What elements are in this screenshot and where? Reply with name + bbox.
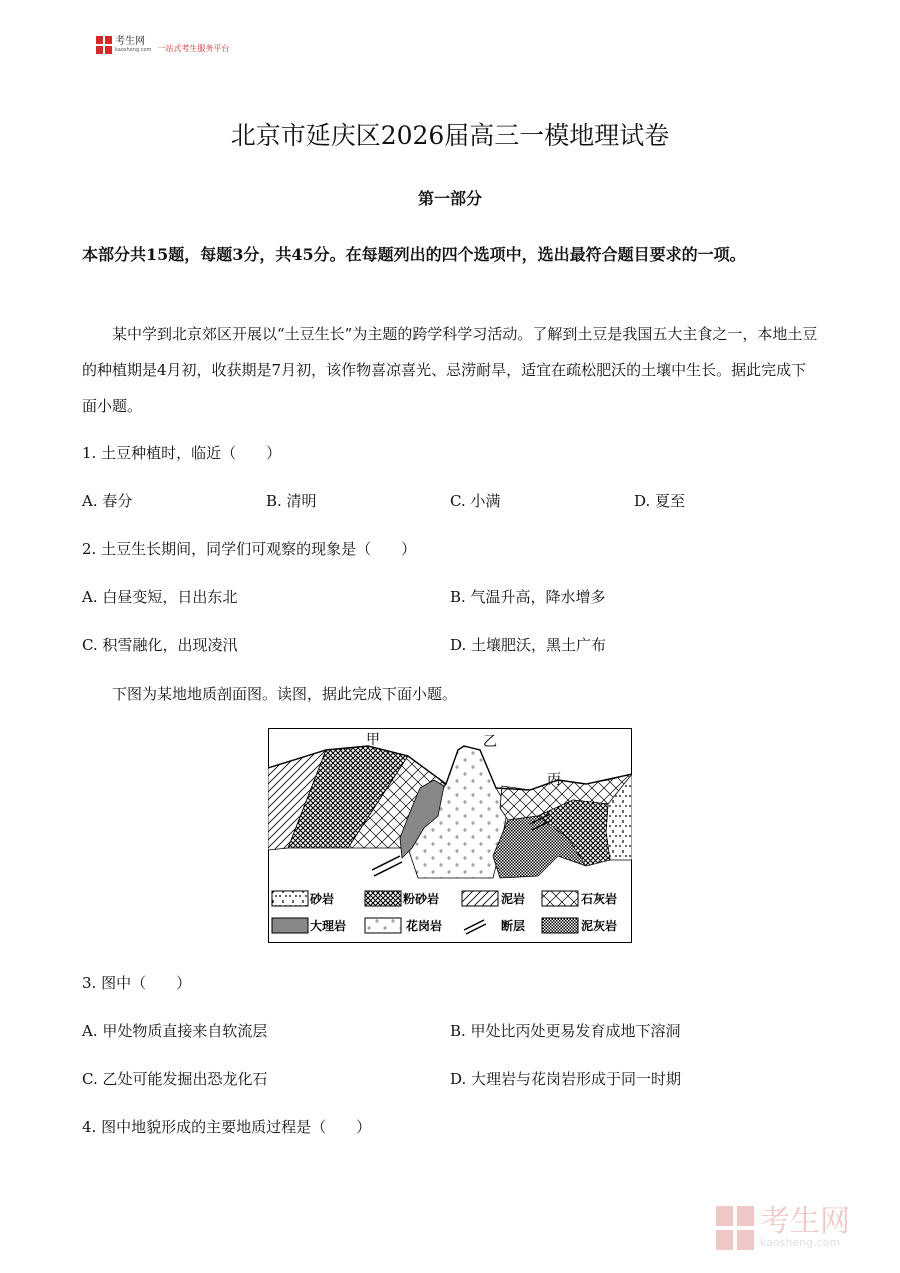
legend-label-siltstone: 粉砂岩: [403, 892, 440, 906]
passage-1: 某中学到北京郊区开展以“土豆生长”为主题的跨学科学习活动。了解到土豆是我国五大主食之一，本地土豆的种植期是4月初，收获期是7月初，该作物喜凉喜光、忌涝耐旱，适宜在疏松肥沃的土壤中生长。据此完成下面小题。: [82, 325, 818, 415]
q2-option-a: A. 白昼变短，日出东北: [82, 588, 238, 606]
label-yi: 乙: [483, 734, 497, 750]
legend-label-mudstone: 泥岩: [501, 892, 526, 906]
q2-option-c: C. 积雪融化，出现凌汛: [82, 636, 238, 654]
q2-option-d: D. 土壤肥沃，黑土广布: [450, 636, 607, 654]
legend-swatch-sandstone: [272, 891, 308, 906]
legend-swatch-marl: [542, 918, 578, 933]
q3-option-c: C. 乙处可能发掘出恐龙化石: [82, 1070, 268, 1088]
label-jia: 甲: [366, 732, 380, 748]
legend-swatch-limestone: [542, 891, 578, 906]
instructions: 本部分共15题，每题3分，共45分。在每题列出的四个选项中，选出最符合题目要求的一项。: [82, 245, 746, 264]
exam-title: 北京市延庆区2026届高三一模地理试卷: [230, 121, 670, 150]
watermark: [716, 1206, 850, 1250]
legend-label-marl: 泥灰岩: [581, 919, 618, 933]
q3-option-a: A. 甲处物质直接来自软流层: [82, 1022, 268, 1040]
label-bing: 丙: [547, 772, 561, 788]
q2-option-b: B. 气温升高，降水增多: [450, 588, 606, 606]
legend-swatch-marble: [272, 918, 308, 933]
logo-name: 考生网: [115, 36, 145, 47]
logo-slogan: 一站式考生服务平台: [157, 43, 230, 53]
passage-2: 下图为某地地质剖面图。读图，据此完成下面小题。: [112, 685, 458, 703]
question-3-stem: 3. 图中（ ）: [82, 974, 192, 992]
legend-swatch-granite: [365, 918, 401, 933]
q1-option-d: D. 夏至: [634, 492, 686, 510]
logo-url: kaosheng.com: [115, 47, 152, 53]
legend-swatch-siltstone: [365, 891, 401, 906]
question-1-stem: 1. 土豆种植时，临近（ ）: [82, 444, 282, 462]
watermark-url: kaosheng.com: [760, 1236, 841, 1249]
q1-option-b: B. 清明: [266, 492, 317, 510]
part-heading: 第一部分: [417, 189, 482, 208]
question-4-stem: 4. 图中地貌形成的主要地质过程是（ ）: [82, 1118, 372, 1136]
legend-label-sandstone: 砂岩: [310, 892, 335, 906]
watermark-name: 考生网: [760, 1204, 850, 1239]
legend-swatch-mudstone: [462, 891, 498, 906]
q3-option-d: D. 大理岩与花岗岩形成于同一时期: [450, 1070, 682, 1088]
q1-option-a: A. 春分: [82, 492, 133, 510]
question-2-stem: 2. 土豆生长期间，同学们可观察的现象是（ ）: [82, 540, 417, 558]
logo-icon: [96, 36, 112, 54]
q3-option-b: B. 甲处比丙处更易发育成地下溶洞: [450, 1022, 681, 1040]
legend-label-marble: 大理岩: [310, 919, 347, 933]
q1-option-c: C. 小满: [450, 492, 501, 510]
site-logo: [96, 36, 229, 54]
legend-label-granite: 花岗岩: [406, 919, 443, 933]
geological-section-figure: [268, 728, 632, 943]
watermark-logo-icon: [716, 1206, 754, 1250]
legend-label-fault: 断层: [501, 919, 526, 933]
legend-label-limestone: 石灰岩: [581, 892, 618, 906]
